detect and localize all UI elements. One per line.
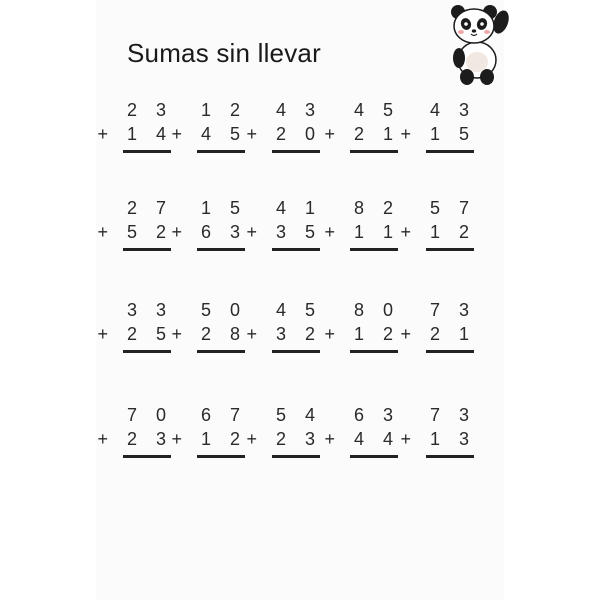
addend-bottom: + 3 5	[246, 222, 322, 242]
addend-top: 4 5	[353, 100, 400, 120]
addend-top: 4 3	[429, 100, 476, 120]
addend-bottom: + 2 1	[324, 124, 400, 144]
addend-top: 1 2	[200, 100, 247, 120]
answer-line	[272, 150, 320, 153]
addend-top: 2 7	[126, 198, 173, 218]
addend-bottom: + 1 1	[324, 222, 400, 242]
addend-top: 4 5	[275, 300, 322, 320]
addend-bottom: + 6 3	[171, 222, 247, 242]
answer-line	[197, 350, 245, 353]
addition-problem	[246, 300, 332, 358]
addend-top: 5 0	[200, 300, 247, 320]
addend-bottom: + 2 5	[97, 324, 173, 344]
addend-top: 7 3	[429, 300, 476, 320]
addend-bottom: + 1 2	[324, 324, 400, 344]
addend-top: 4 1	[275, 198, 322, 218]
answer-line	[426, 455, 474, 458]
answer-line	[272, 455, 320, 458]
answer-line	[123, 350, 171, 353]
answer-line	[272, 350, 320, 353]
addend-bottom: + 3 2	[246, 324, 322, 344]
addend-bottom: + 2 3	[97, 429, 173, 449]
answer-line	[197, 150, 245, 153]
addend-bottom: + 4 4	[324, 429, 400, 449]
answer-line	[123, 248, 171, 251]
answer-line	[350, 455, 398, 458]
addend-top: 5 7	[429, 198, 476, 218]
addend-bottom: + 2 8	[171, 324, 247, 344]
addition-problem	[246, 198, 332, 256]
addend-bottom: + 1 2	[171, 429, 247, 449]
addend-top: 8 0	[353, 300, 400, 320]
answer-line	[350, 150, 398, 153]
addend-bottom: + 1 4	[97, 124, 173, 144]
answer-line	[123, 150, 171, 153]
addend-bottom: + 1 2	[400, 222, 476, 242]
addend-top: 1 5	[200, 198, 247, 218]
addend-top: 3 3	[126, 300, 173, 320]
answer-line	[350, 350, 398, 353]
answer-line	[197, 455, 245, 458]
addend-bottom: + 1 3	[400, 429, 476, 449]
addend-top: 6 3	[353, 405, 400, 425]
panda-icon	[444, 0, 514, 88]
addend-top: 7 0	[126, 405, 173, 425]
answer-line	[426, 248, 474, 251]
answer-line	[426, 350, 474, 353]
addition-problem	[400, 198, 486, 256]
addition-problem	[400, 300, 486, 358]
addend-top: 5 4	[275, 405, 322, 425]
addend-bottom: + 4 5	[171, 124, 247, 144]
addend-bottom: + 5 2	[97, 222, 173, 242]
addend-top: 6 7	[200, 405, 247, 425]
worksheet-title: Sumas sin llevar	[127, 38, 321, 68]
answer-line	[197, 248, 245, 251]
answer-line	[272, 248, 320, 251]
addend-top: 7 3	[429, 405, 476, 425]
answer-line	[426, 150, 474, 153]
answer-line	[123, 455, 171, 458]
answer-line	[350, 248, 398, 251]
addend-bottom: + 1 5	[400, 124, 476, 144]
addition-problem	[246, 405, 332, 463]
addend-top: 4 3	[275, 100, 322, 120]
addend-top: 8 2	[353, 198, 400, 218]
addend-top: 2 3	[126, 100, 173, 120]
addend-bottom: + 2 3	[246, 429, 322, 449]
addition-problem	[400, 405, 486, 463]
addition-problem	[246, 100, 332, 158]
addend-bottom: + 2 0	[246, 124, 322, 144]
addend-bottom: + 2 1	[400, 324, 476, 344]
addition-problem	[400, 100, 486, 158]
